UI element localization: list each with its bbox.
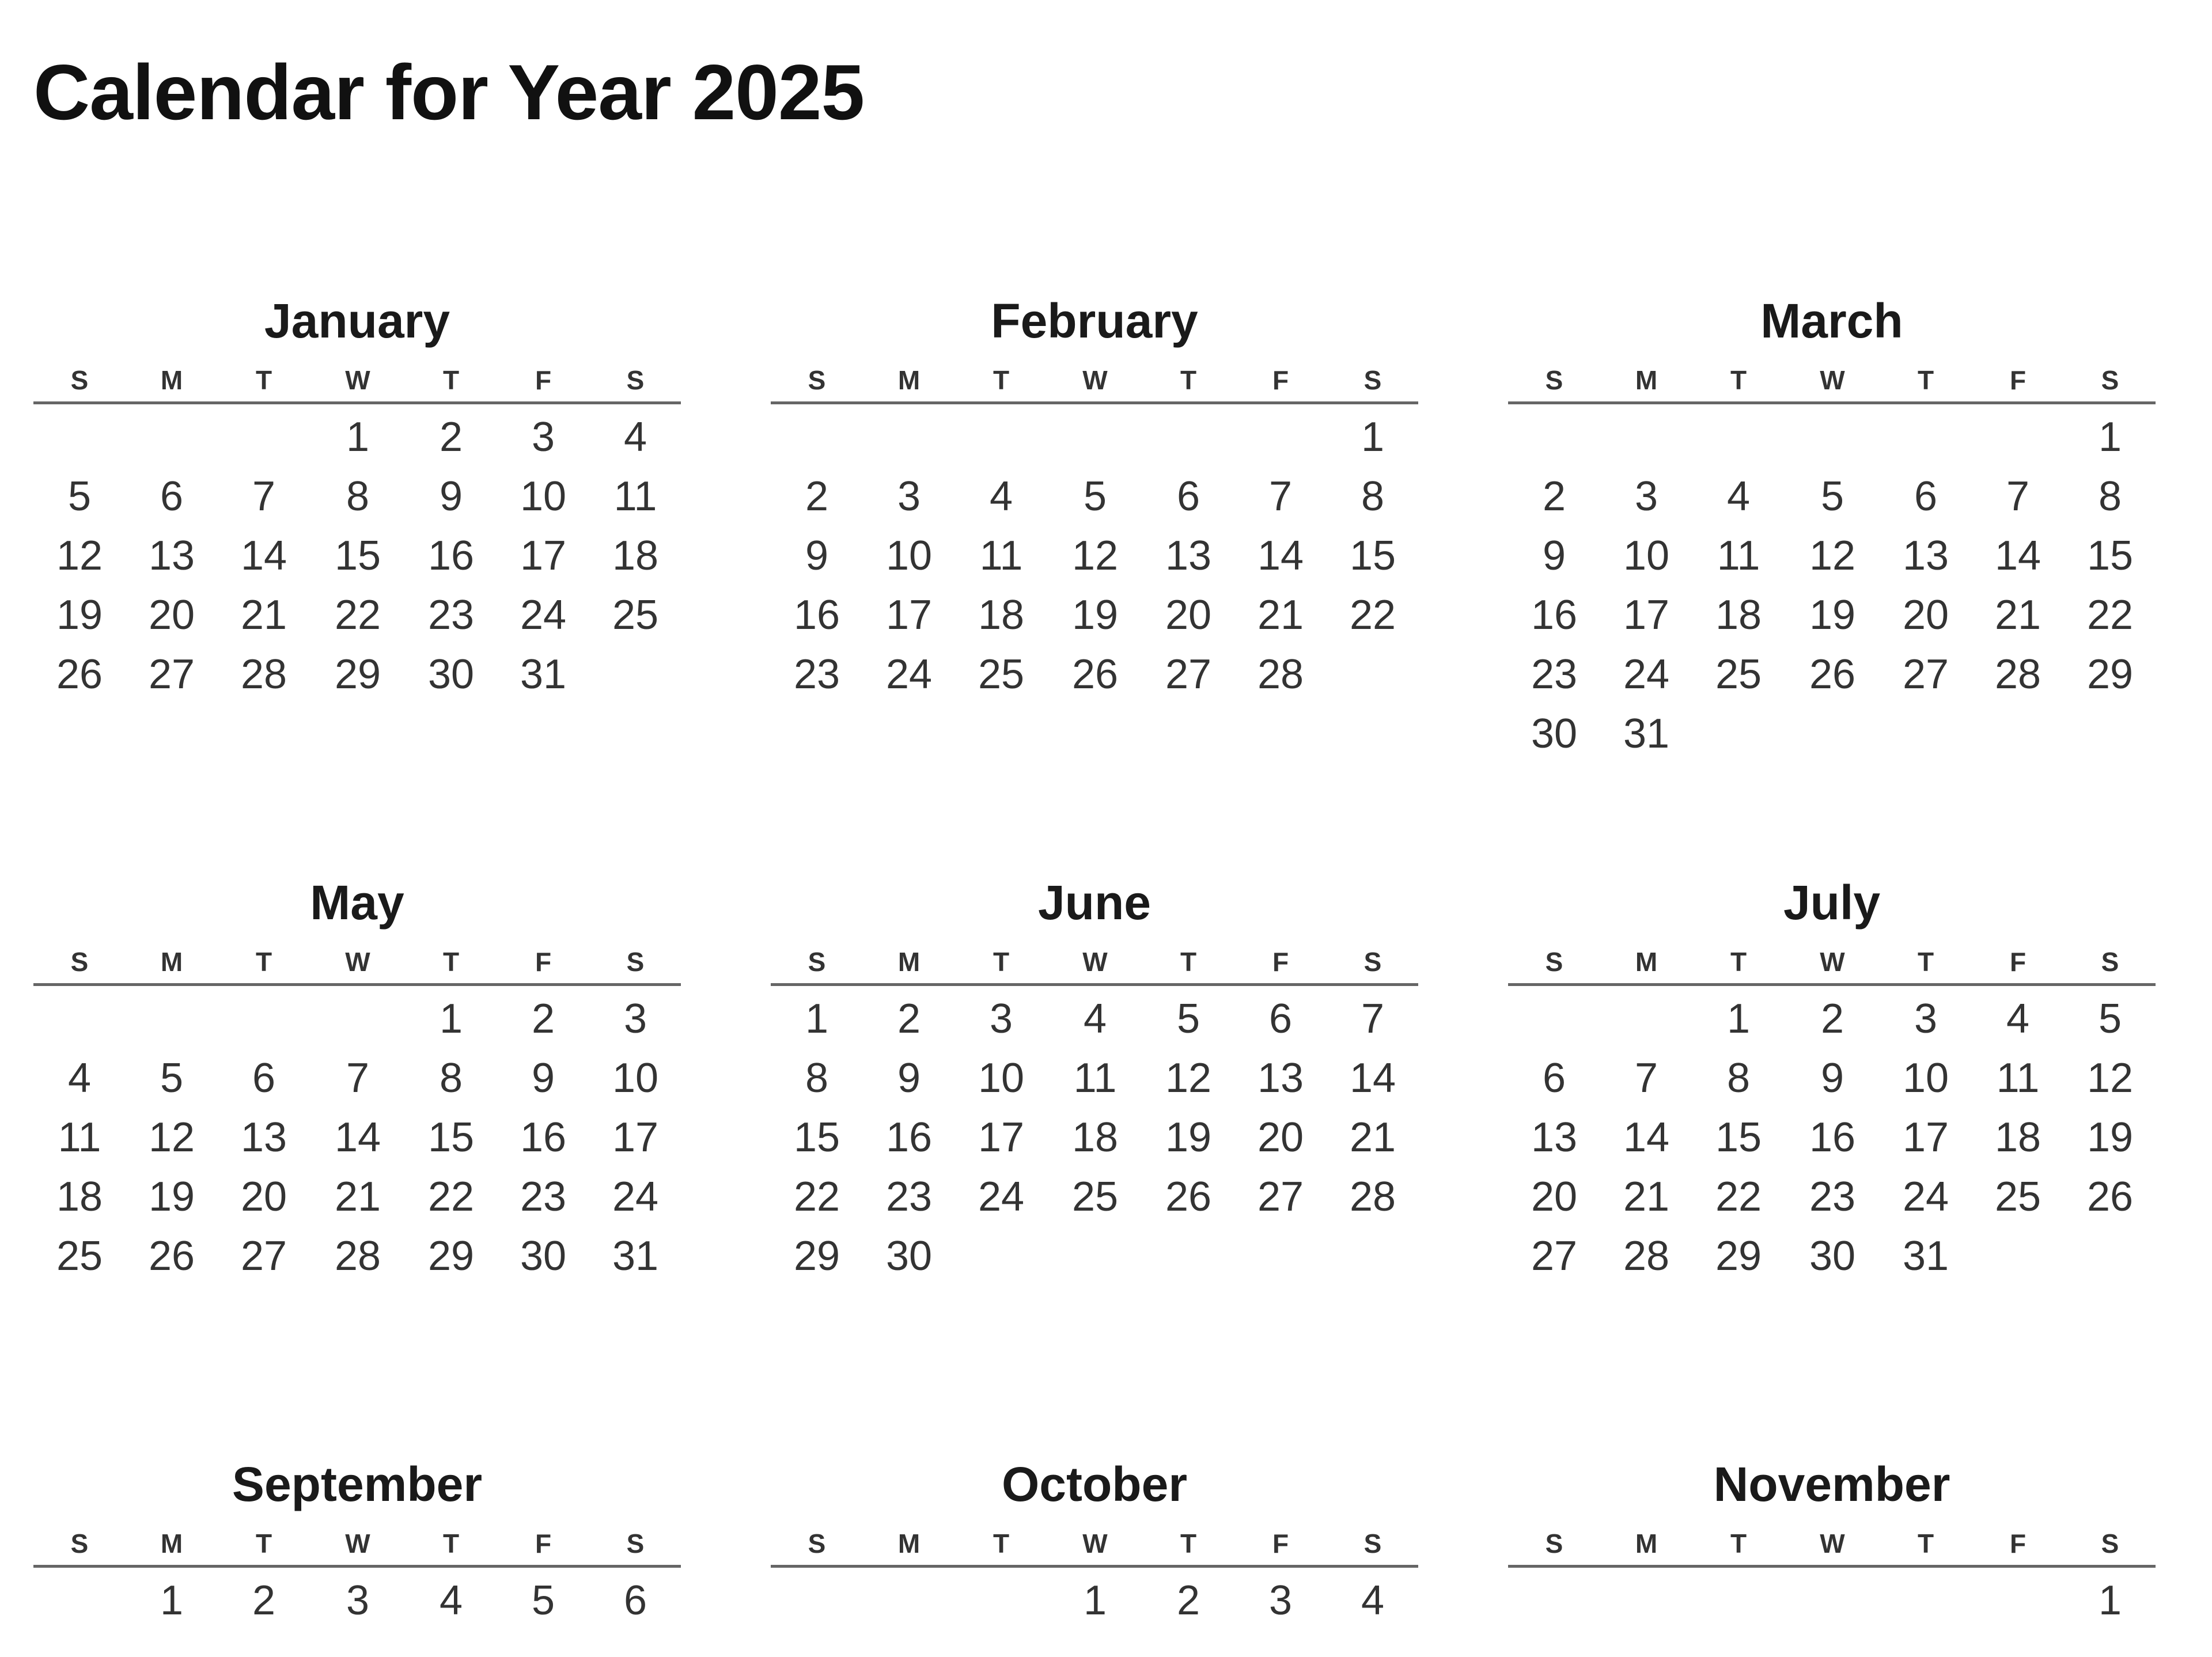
day-cell: 13 xyxy=(1531,1114,1578,1161)
day-cell: 13 xyxy=(1165,533,1212,579)
day-cell: 13 xyxy=(240,1114,287,1161)
weekday-label: W xyxy=(1082,365,1108,395)
day-cell: 21 xyxy=(240,592,287,638)
day-cell: 26 xyxy=(1165,1174,1212,1220)
weekday-label: M xyxy=(1635,1529,1658,1559)
header-divider xyxy=(771,983,1418,986)
day-cell: 8 xyxy=(1361,473,1385,520)
weekday-label: S xyxy=(70,365,89,395)
day-cell: 25 xyxy=(1715,651,1762,697)
day-cell: 4 xyxy=(1361,1578,1385,1624)
weekday-label: F xyxy=(2009,365,2027,395)
day-cell: 12 xyxy=(2086,1055,2134,1101)
day-cell: 2 xyxy=(1542,473,1566,520)
day-cell: 3 xyxy=(989,996,1013,1042)
weekday-label: M xyxy=(897,947,921,977)
page-title: Calendar for Year 2025 xyxy=(33,48,865,136)
day-cell: 30 xyxy=(520,1233,567,1279)
day-cell: 30 xyxy=(427,651,475,697)
weekday-header xyxy=(33,367,681,401)
day-cell: 6 xyxy=(1268,996,1293,1042)
day-cell: 5 xyxy=(1083,473,1107,520)
day-cell: 20 xyxy=(1165,592,1212,638)
weekday-label: T xyxy=(1180,947,1197,977)
day-cell: 19 xyxy=(56,592,103,638)
month-title: July xyxy=(1783,875,1881,930)
month-title: March xyxy=(1760,294,1903,348)
day-cell: 21 xyxy=(1257,592,1304,638)
day-cell: 14 xyxy=(1994,533,2041,579)
day-cell: 15 xyxy=(793,1114,840,1161)
weekday-header xyxy=(33,949,681,983)
weekday-label: T xyxy=(255,947,272,977)
day-cell: 1 xyxy=(2098,414,2122,460)
day-cell: 25 xyxy=(1994,1174,2041,1220)
day-cell: 26 xyxy=(2086,1174,2134,1220)
day-cell: 20 xyxy=(1257,1114,1304,1161)
month-title: October xyxy=(1001,1457,1188,1511)
day-cell: 22 xyxy=(1715,1174,1762,1220)
weekday-label: S xyxy=(70,1529,89,1559)
day-cell: 24 xyxy=(1902,1174,1949,1220)
day-cell: 6 xyxy=(252,1055,276,1101)
weekday-label: W xyxy=(345,365,370,395)
day-cell: 2 xyxy=(1820,996,1844,1042)
header-divider xyxy=(33,983,681,986)
month-title: June xyxy=(1037,875,1152,930)
weekday-label: M xyxy=(897,365,921,395)
day-cell: 21 xyxy=(1994,592,2041,638)
weekday-header xyxy=(1508,949,2156,983)
weekday-label: F xyxy=(1272,947,1289,977)
weekday-label: M xyxy=(897,1529,921,1559)
day-cell: 11 xyxy=(613,473,657,520)
day-cell: 26 xyxy=(56,651,103,697)
day-cell: 31 xyxy=(520,651,567,697)
day-cell: 9 xyxy=(1820,1055,1844,1101)
day-cell: 29 xyxy=(427,1233,475,1279)
weekday-header xyxy=(771,949,1418,983)
day-cell: 11 xyxy=(1717,533,1760,579)
day-cell: 1 xyxy=(1083,1578,1107,1624)
day-cell: 28 xyxy=(334,1233,381,1279)
day-cell: 16 xyxy=(885,1114,933,1161)
day-cell: 15 xyxy=(427,1114,475,1161)
day-cell: 14 xyxy=(1349,1055,1396,1101)
month-title: November xyxy=(1713,1457,1950,1511)
day-cell: 26 xyxy=(148,1233,195,1279)
day-cell: 27 xyxy=(1257,1174,1304,1220)
weekday-label: T xyxy=(1730,947,1747,977)
day-cell: 5 xyxy=(1820,473,1844,520)
day-cell: 3 xyxy=(1268,1578,1293,1624)
day-cell: 27 xyxy=(1902,651,1949,697)
weekday-label: W xyxy=(1082,1529,1108,1559)
weekday-header xyxy=(33,1530,681,1565)
day-cell: 3 xyxy=(346,1578,370,1624)
day-cell: 14 xyxy=(240,533,287,579)
header-divider xyxy=(1508,983,2156,986)
weekday-label: T xyxy=(993,365,1010,395)
day-cell: 28 xyxy=(1349,1174,1396,1220)
day-cell: 12 xyxy=(1071,533,1119,579)
day-cell: 29 xyxy=(793,1233,840,1279)
day-cell: 25 xyxy=(1071,1174,1119,1220)
day-cell: 18 xyxy=(1715,592,1762,638)
month-title: February xyxy=(991,294,1198,348)
day-cell: 22 xyxy=(334,592,381,638)
day-cell: 2 xyxy=(1176,1578,1200,1624)
weekday-label: M xyxy=(160,947,183,977)
day-cell: 23 xyxy=(520,1174,567,1220)
weekday-label: W xyxy=(345,947,370,977)
weekday-label: S xyxy=(1545,365,1563,395)
day-cell: 21 xyxy=(334,1174,381,1220)
header-divider xyxy=(771,401,1418,404)
day-cell: 17 xyxy=(1902,1114,1949,1161)
header-divider xyxy=(33,401,681,404)
day-cell: 22 xyxy=(2086,592,2134,638)
day-cell: 6 xyxy=(1914,473,1938,520)
day-cell: 22 xyxy=(793,1174,840,1220)
day-cell: 15 xyxy=(2086,533,2134,579)
day-cell: 31 xyxy=(1902,1233,1949,1279)
day-cell: 1 xyxy=(346,414,370,460)
month-title: May xyxy=(310,875,404,930)
weekday-label: M xyxy=(160,365,183,395)
weekday-label: S xyxy=(70,947,89,977)
day-cell: 8 xyxy=(805,1055,829,1101)
weekday-label: T xyxy=(255,365,272,395)
day-cell: 23 xyxy=(885,1174,933,1220)
weekday-label: T xyxy=(1730,365,1747,395)
day-cell: 30 xyxy=(885,1233,933,1279)
day-cell: 19 xyxy=(1165,1114,1212,1161)
weekday-label: W xyxy=(1820,365,1845,395)
day-cell: 7 xyxy=(346,1055,370,1101)
day-cell: 18 xyxy=(978,592,1025,638)
day-cell: 13 xyxy=(148,533,195,579)
day-cell: 21 xyxy=(1623,1174,1670,1220)
day-cell: 29 xyxy=(1715,1233,1762,1279)
day-cell: 22 xyxy=(1349,592,1396,638)
weekday-label: S xyxy=(2101,365,2119,395)
day-cell: 28 xyxy=(1257,651,1304,697)
day-cell: 29 xyxy=(2086,651,2134,697)
day-cell: 9 xyxy=(897,1055,921,1101)
weekday-label: T xyxy=(1917,947,1934,977)
header-divider xyxy=(1508,1565,2156,1568)
day-cell: 3 xyxy=(531,414,555,460)
day-cell: 10 xyxy=(885,533,933,579)
day-cell: 13 xyxy=(1902,533,1949,579)
day-cell: 4 xyxy=(623,414,647,460)
day-cell: 1 xyxy=(805,996,829,1042)
day-cell: 21 xyxy=(1349,1114,1396,1161)
day-cell: 4 xyxy=(1726,473,1751,520)
weekday-label: F xyxy=(1272,365,1289,395)
day-cell: 22 xyxy=(427,1174,475,1220)
day-cell: 24 xyxy=(885,651,933,697)
weekday-label: M xyxy=(1635,365,1658,395)
day-cell: 30 xyxy=(1531,711,1578,757)
day-cell: 5 xyxy=(2098,996,2122,1042)
day-cell: 4 xyxy=(67,1055,92,1101)
day-cell: 15 xyxy=(334,533,381,579)
day-cell: 24 xyxy=(612,1174,659,1220)
day-cell: 14 xyxy=(334,1114,381,1161)
day-cell: 26 xyxy=(1809,651,1856,697)
day-cell: 13 xyxy=(1257,1055,1304,1101)
day-cell: 6 xyxy=(623,1578,647,1624)
day-cell: 19 xyxy=(2086,1114,2134,1161)
day-cell: 25 xyxy=(56,1233,103,1279)
weekday-label: M xyxy=(1635,947,1658,977)
day-cell: 6 xyxy=(1176,473,1200,520)
day-cell: 23 xyxy=(1531,651,1578,697)
day-cell: 23 xyxy=(427,592,475,638)
day-cell: 18 xyxy=(1994,1114,2041,1161)
weekday-label: T xyxy=(1730,1529,1747,1559)
day-cell: 1 xyxy=(1726,996,1751,1042)
day-cell: 4 xyxy=(439,1578,463,1624)
day-cell: 19 xyxy=(148,1174,195,1220)
weekday-label: M xyxy=(160,1529,183,1559)
day-cell: 6 xyxy=(160,473,184,520)
weekday-header xyxy=(771,367,1418,401)
day-cell: 15 xyxy=(1349,533,1396,579)
day-cell: 17 xyxy=(1623,592,1670,638)
weekday-label: S xyxy=(1545,1529,1563,1559)
day-cell: 27 xyxy=(240,1233,287,1279)
day-cell: 20 xyxy=(1531,1174,1578,1220)
day-cell: 2 xyxy=(897,996,921,1042)
day-cell: 11 xyxy=(979,533,1023,579)
weekday-label: S xyxy=(1363,947,1382,977)
weekday-label: F xyxy=(535,1529,552,1559)
month-title: January xyxy=(264,294,450,348)
day-cell: 12 xyxy=(148,1114,195,1161)
day-cell: 12 xyxy=(1809,533,1856,579)
day-cell: 8 xyxy=(1726,1055,1751,1101)
header-divider xyxy=(33,1565,681,1568)
day-cell: 31 xyxy=(1623,711,1670,757)
weekday-label: T xyxy=(993,947,1010,977)
weekday-label: S xyxy=(626,365,645,395)
weekday-label: W xyxy=(1820,947,1845,977)
weekday-label: S xyxy=(2101,947,2119,977)
day-cell: 29 xyxy=(334,651,381,697)
day-cell: 1 xyxy=(2098,1578,2122,1624)
day-cell: 31 xyxy=(612,1233,659,1279)
weekday-label: F xyxy=(1272,1529,1289,1559)
day-cell: 19 xyxy=(1071,592,1119,638)
day-cell: 6 xyxy=(1542,1055,1566,1101)
day-cell: 7 xyxy=(252,473,276,520)
header-divider xyxy=(771,1565,1418,1568)
weekday-header xyxy=(1508,367,2156,401)
day-cell: 18 xyxy=(56,1174,103,1220)
day-cell: 9 xyxy=(439,473,463,520)
weekday-label: F xyxy=(535,947,552,977)
day-cell: 25 xyxy=(978,651,1025,697)
day-cell: 7 xyxy=(1268,473,1293,520)
day-cell: 9 xyxy=(531,1055,555,1101)
day-cell: 9 xyxy=(1542,533,1566,579)
weekday-label: S xyxy=(808,365,826,395)
day-cell: 14 xyxy=(1257,533,1304,579)
weekday-label: T xyxy=(442,1529,460,1559)
day-cell: 20 xyxy=(148,592,195,638)
day-cell: 20 xyxy=(1902,592,1949,638)
day-cell: 3 xyxy=(897,473,921,520)
day-cell: 18 xyxy=(1071,1114,1119,1161)
weekday-label: S xyxy=(808,1529,826,1559)
day-cell: 27 xyxy=(148,651,195,697)
day-cell: 9 xyxy=(805,533,829,579)
day-cell: 4 xyxy=(989,473,1013,520)
day-cell: 3 xyxy=(1914,996,1938,1042)
day-cell: 14 xyxy=(1623,1114,1670,1161)
weekday-label: S xyxy=(808,947,826,977)
day-cell: 26 xyxy=(1071,651,1119,697)
weekday-label: W xyxy=(1820,1529,1845,1559)
day-cell: 10 xyxy=(612,1055,659,1101)
weekday-label: S xyxy=(2101,1529,2119,1559)
day-cell: 16 xyxy=(1531,592,1578,638)
day-cell: 5 xyxy=(1176,996,1200,1042)
day-cell: 1 xyxy=(439,996,463,1042)
weekday-label: W xyxy=(345,1529,370,1559)
weekday-label: S xyxy=(1363,365,1382,395)
weekday-label: T xyxy=(993,1529,1010,1559)
weekday-label: T xyxy=(442,365,460,395)
day-cell: 1 xyxy=(160,1578,184,1624)
day-cell: 20 xyxy=(240,1174,287,1220)
day-cell: 8 xyxy=(439,1055,463,1101)
day-cell: 18 xyxy=(612,533,659,579)
day-cell: 19 xyxy=(1809,592,1856,638)
weekday-label: S xyxy=(626,1529,645,1559)
day-cell: 3 xyxy=(1634,473,1658,520)
weekday-label: W xyxy=(1082,947,1108,977)
header-divider xyxy=(1508,401,2156,404)
day-cell: 15 xyxy=(1715,1114,1762,1161)
day-cell: 12 xyxy=(56,533,103,579)
day-cell: 17 xyxy=(520,533,567,579)
day-cell: 17 xyxy=(885,592,933,638)
day-cell: 2 xyxy=(531,996,555,1042)
weekday-label: T xyxy=(1917,365,1934,395)
day-cell: 4 xyxy=(2006,996,2030,1042)
month-title: September xyxy=(232,1457,483,1511)
day-cell: 11 xyxy=(1996,1055,2040,1101)
weekday-label: F xyxy=(2009,1529,2027,1559)
day-cell: 23 xyxy=(793,651,840,697)
day-cell: 10 xyxy=(1623,533,1670,579)
weekday-label: F xyxy=(535,365,552,395)
day-cell: 10 xyxy=(520,473,567,520)
day-cell: 7 xyxy=(1361,996,1385,1042)
day-cell: 23 xyxy=(1809,1174,1856,1220)
weekday-label: T xyxy=(1917,1529,1934,1559)
weekday-label: S xyxy=(1363,1529,1382,1559)
day-cell: 5 xyxy=(160,1055,184,1101)
day-cell: 10 xyxy=(1902,1055,1949,1101)
day-cell: 16 xyxy=(1809,1114,1856,1161)
day-cell: 12 xyxy=(1165,1055,1212,1101)
day-cell: 2 xyxy=(439,414,463,460)
day-cell: 1 xyxy=(1361,414,1385,460)
day-cell: 30 xyxy=(1809,1233,1856,1279)
weekday-label: T xyxy=(1180,1529,1197,1559)
day-cell: 24 xyxy=(1623,651,1670,697)
day-cell: 8 xyxy=(2098,473,2122,520)
weekday-label: F xyxy=(2009,947,2027,977)
weekday-label: T xyxy=(255,1529,272,1559)
day-cell: 2 xyxy=(805,473,829,520)
day-cell: 28 xyxy=(240,651,287,697)
day-cell: 27 xyxy=(1531,1233,1578,1279)
day-cell: 5 xyxy=(67,473,92,520)
day-cell: 7 xyxy=(1634,1055,1658,1101)
day-cell: 4 xyxy=(1083,996,1107,1042)
day-cell: 16 xyxy=(793,592,840,638)
weekday-header xyxy=(1508,1530,2156,1565)
day-cell: 28 xyxy=(1994,651,2041,697)
day-cell: 7 xyxy=(2006,473,2030,520)
day-cell: 28 xyxy=(1623,1233,1670,1279)
day-cell: 25 xyxy=(612,592,659,638)
day-cell: 10 xyxy=(978,1055,1025,1101)
day-cell: 2 xyxy=(252,1578,276,1624)
day-cell: 17 xyxy=(978,1114,1025,1161)
day-cell: 5 xyxy=(531,1578,555,1624)
weekday-label: T xyxy=(442,947,460,977)
day-cell: 24 xyxy=(520,592,567,638)
day-cell: 11 xyxy=(1073,1055,1117,1101)
day-cell: 16 xyxy=(427,533,475,579)
weekday-label: T xyxy=(1180,365,1197,395)
day-cell: 3 xyxy=(623,996,647,1042)
day-cell: 8 xyxy=(346,473,370,520)
day-cell: 27 xyxy=(1165,651,1212,697)
day-cell: 11 xyxy=(58,1114,101,1161)
weekday-label: S xyxy=(626,947,645,977)
weekday-label: S xyxy=(1545,947,1563,977)
day-cell: 16 xyxy=(520,1114,567,1161)
day-cell: 24 xyxy=(978,1174,1025,1220)
weekday-header xyxy=(771,1530,1418,1565)
day-cell: 17 xyxy=(612,1114,659,1161)
